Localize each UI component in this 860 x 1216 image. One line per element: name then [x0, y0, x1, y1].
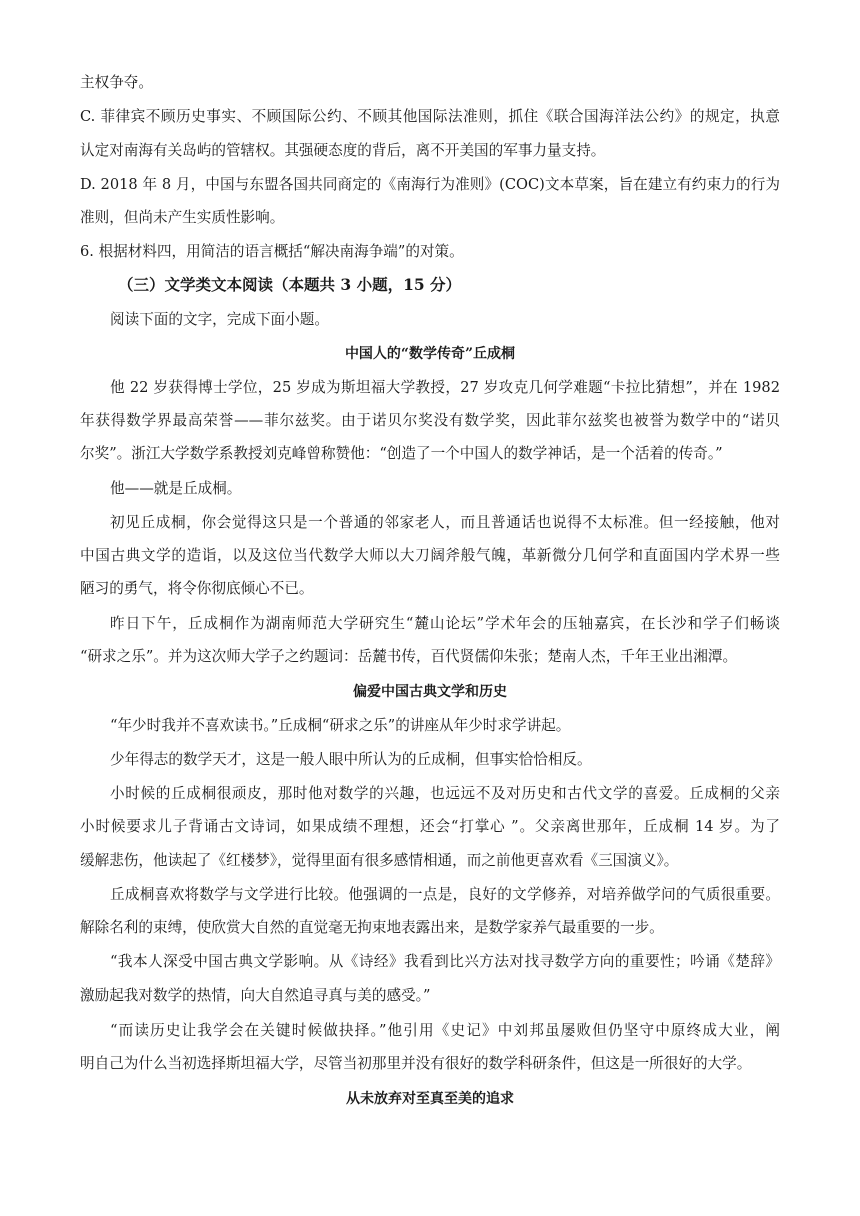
option-d-line: D. 2018 年 8 月，中国与东盟各国共同商定的《南海行为准则》(COC)文本草案，旨在建立有约束力的行为 — [80, 176, 780, 193]
option-c-line: C. 菲律宾不顾历史事实、不顾国际公约、不顾其他国际法准则，抓住《联合国海洋法公约》的规定，执意 — [80, 108, 780, 125]
question-6: 6. 根据材料四，用简洁的语言概括“解决南海争端”的对策。 — [80, 243, 464, 260]
subtitle: 从未放弃对至真至美的追求 — [346, 1091, 514, 1107]
instruction: 阅读下面的文字，完成下面小题。 — [110, 311, 329, 328]
paragraph-line: 他 22 岁获得博士学位，25 岁成为斯坦福大学教授，27 岁攻克几何学难题“卡拉比猜想”，并在 1982 — [110, 379, 780, 396]
paragraph-line: 丘成桐喜欢将数学与文学进行比较。他强调的一点是，良好的文学修养，对培养做学问的气质很重要。 — [110, 886, 780, 903]
paragraph-line: 初见丘成桐，你会觉得这只是一个普通的邻家老人，而且普通话也说得不太标准。但一经接触，他对 — [110, 514, 780, 531]
paragraph-line: 昨日下午，丘成桐作为湖南师范大学研究生“麓山论坛”学术年会的压轴嘉宾，在长沙和学子们畅谈 — [110, 615, 780, 632]
paragraph-line: 明自己为什么当初选择斯坦福大学，尽管当初那里并没有很好的数学科研条件，但这是一所很好的大学。 — [80, 1055, 752, 1072]
paragraph-line: 年获得数学界最高荣誉——菲尔兹奖。由于诺贝尔奖没有数学奖，因此菲尔兹奖也被誉为数学中的“诺贝 — [80, 412, 780, 429]
paragraph-line: 陋习的勇气，将令你彻底倾心不已。 — [80, 580, 314, 597]
option-c-line: 认定对南海有关岛屿的管辖权。其强硬态度的背后，离不开美国的军事力量支持。 — [80, 142, 606, 159]
article-title: 中国人的“数学传奇”丘成桐 — [344, 346, 516, 362]
paragraph-line: 缓解悲伤，他读起了《红楼梦》，觉得里面有很多感情相通，而之前他更喜欢看《三国演义》。 — [80, 852, 679, 869]
paragraph-line: 小时候的丘成桐很顽皮，那时他对数学的兴趣，也远远不及对历史和古代文学的喜爱。丘成桐的父亲 — [110, 785, 780, 802]
paragraph-line: 他——就是丘成桐。 — [110, 480, 242, 497]
section-heading: （三）文学类文本阅读（本题共 3 小题，15 分） — [118, 275, 462, 294]
paragraph-line: “研求之乐”。并为这次师大学子之约题词：岳麓书传，百代贤儒仰朱张；楚南人杰，千年王业出湘潭。 — [80, 648, 738, 665]
paragraph-line: “我本人深受中国古典文学影响。从《诗经》我看到比兴方法对找寻数学方向的重要性；吟诵《楚辞》 — [110, 953, 780, 970]
paragraph-line: 尔奖”。浙江大学数学系教授刘克峰曾称赞他：“创造了一个中国人的数学神话，是一个活着的传奇。” — [80, 445, 723, 462]
paragraph-line: 解除名利的束缚，使欣赏大自然的直觉毫无拘束地表露出来，是数学家养气最重要的一步。 — [80, 919, 664, 936]
option-d-line: 准则，但尚未产生实质性影响。 — [80, 209, 285, 226]
paragraph-line: “而读历史让我学会在关键时候做抉择。”他引用《史记》中刘邦虽屡败但仍坚守中原终成大业，阐 — [110, 1022, 780, 1039]
paragraph-line: 中国古典文学的造诣，以及这位当代数学大师以大刀阔斧般气魄，革新微分几何学和直面国内学术界一些 — [80, 547, 780, 564]
subtitle: 偏爱中国古典文学和历史 — [353, 684, 507, 700]
paragraph-line: “年少时我并不喜欢读书。”丘成桐“研求之乐”的讲座从年少时求学讲起。 — [110, 717, 571, 734]
paragraph-line: 小时候要求儿子背诵古文诗词，如果成绩不理想，还会“打掌心 ”。父亲离世那年，丘成桐 14 岁。为了 — [80, 818, 780, 835]
continued-text: 主权争夺。 — [80, 74, 153, 91]
paragraph-line: 激励起我对数学的热情，向大自然追寻真与美的感受。” — [80, 987, 431, 1004]
paragraph-line: 少年得志的数学天才，这是一般人眼中所认为的丘成桐，但事实恰恰相反。 — [110, 751, 592, 768]
